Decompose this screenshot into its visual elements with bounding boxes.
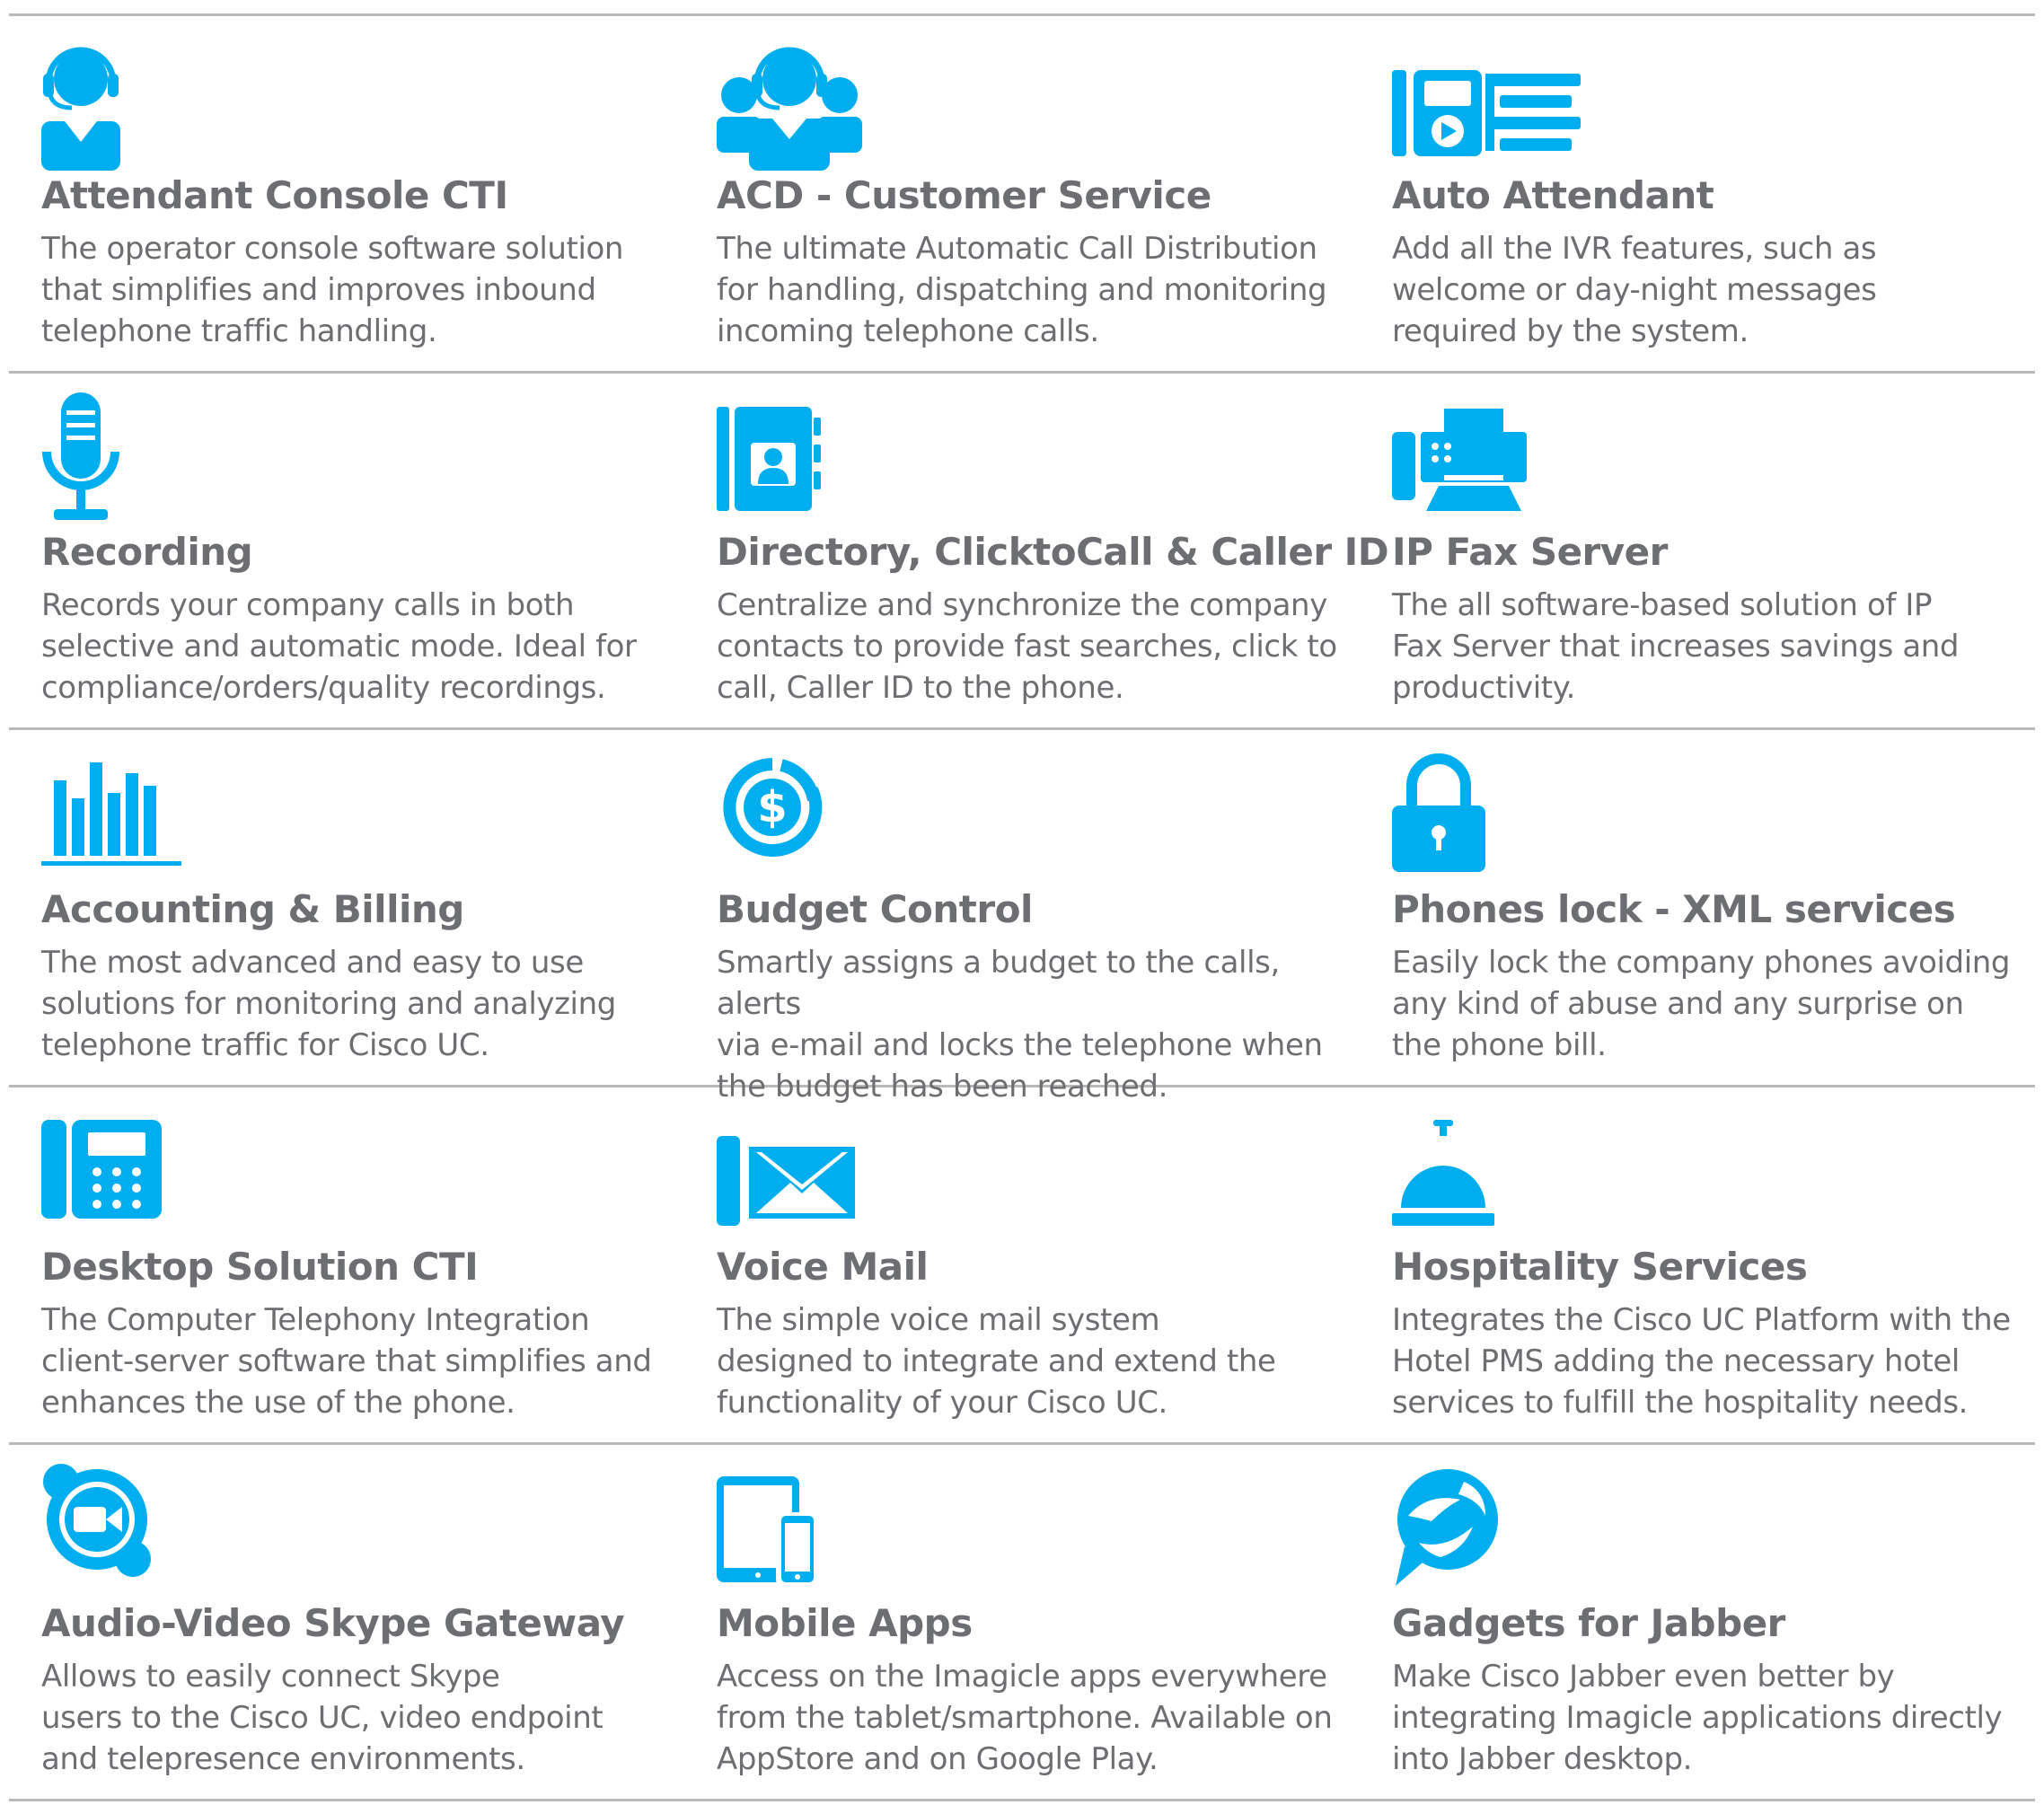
bar-chart-icon (41, 750, 257, 885)
feature-title: Voice Mail (717, 1245, 929, 1289)
skype-video-icon (41, 1464, 257, 1598)
description-line: Smartly assigns a budget to the calls, alerts (717, 945, 1280, 1022)
description-line: client-server software that simplifies and (41, 1343, 652, 1379)
microphone-icon (41, 392, 257, 527)
description-line: The ultimate Automatic Call Distribution (717, 231, 1317, 267)
feature-desktop-solution (41, 1107, 688, 1448)
description-line: Centralize and synchronize the company (717, 587, 1327, 623)
description-line: selective and automatic mode. Ideal for (41, 629, 637, 665)
feature-title: Accounting & Billing (41, 887, 464, 931)
svg-text:$: $ (757, 782, 788, 832)
feature-description (1392, 585, 2039, 709)
description-line: The most advanced and easy to use (41, 945, 584, 981)
feature-description (1392, 228, 2039, 352)
feature-title: Gadgets for Jabber (1392, 1601, 1785, 1645)
description-line: The all software-based solution of IP (1392, 587, 1933, 623)
description-line: the budget has been reached. (717, 1069, 1167, 1105)
feature-directory (717, 392, 1389, 734)
description-line: telephone traffic handling. (41, 313, 437, 349)
description-line: services to fulfill the hospitality needs. (1392, 1385, 1969, 1421)
feature-description (717, 585, 1363, 709)
description-line: integrating Imagicle applications directly (1392, 1700, 2003, 1736)
divider (9, 13, 2035, 16)
jabber-bubble-icon (1392, 1464, 1608, 1598)
description-line: Records your company calls in both (41, 587, 575, 623)
description-line: telephone traffic for Cisco UC. (41, 1027, 489, 1063)
description-line: The operator console software solution (41, 231, 624, 267)
feature-title: Budget Control (717, 887, 1033, 931)
description-line: Easily lock the company phones avoiding (1392, 945, 2011, 981)
agent-group-icon (717, 36, 932, 171)
ivr-tree-icon (1392, 36, 1608, 171)
description-line: enhances the use of the phone. (41, 1385, 515, 1421)
padlock-icon (1392, 750, 1608, 885)
description-line: any kind of abuse and any surprise on (1392, 986, 1964, 1022)
feature-gadgets-jabber (1392, 1464, 2039, 1805)
feature-accounting-billing (41, 750, 688, 1091)
feature-attendant-console (41, 36, 688, 377)
feature-title: Auto Attendant (1392, 173, 1714, 217)
description-line: Allows to easily connect Skype (41, 1659, 500, 1695)
description-line: from the tablet/smartphone. Available on (717, 1700, 1333, 1736)
description-line: and telepresence environments. (41, 1741, 525, 1777)
description-line: required by the system. (1392, 313, 1749, 349)
feature-title: ACD - Customer Service (717, 173, 1211, 217)
description-line: The simple voice mail system (717, 1302, 1160, 1338)
description-line: call, Caller ID to the phone. (717, 670, 1124, 706)
feature-title: Hospitality Services (1392, 1245, 1808, 1289)
description-line: designed to integrate and extend the (717, 1343, 1276, 1379)
description-line: Access on the Imagicle apps everywhere (717, 1659, 1327, 1695)
feature-mobile-apps (717, 1464, 1363, 1805)
feature-title: Attendant Console CTI (41, 173, 508, 217)
feature-title: Phones lock - XML services (1392, 887, 1956, 931)
feature-title: Desktop Solution CTI (41, 1245, 479, 1289)
description-line: AppStore and on Google Play. (717, 1741, 1159, 1777)
feature-acd-customer-service (717, 36, 1363, 377)
feature-description (41, 942, 688, 1066)
feature-description (717, 1299, 1363, 1423)
description-line: contacts to provide fast searches, click to (717, 629, 1337, 665)
feature-description (717, 942, 1363, 1107)
feature-description (41, 1656, 688, 1780)
description-line: compliance/orders/quality recordings. (41, 670, 606, 706)
service-bell-icon (1392, 1107, 1608, 1242)
feature-description (1392, 1299, 2039, 1423)
description-line: that simplifies and improves inbound (41, 272, 596, 308)
feature-description (41, 585, 688, 709)
description-line: Add all the IVR features, such as (1392, 231, 1877, 267)
description-line: via e-mail and locks the telephone when (717, 1027, 1323, 1063)
address-book-icon (717, 392, 932, 527)
dollar-gauge-icon (717, 750, 932, 885)
description-line: for handling, dispatching and monitoring (717, 272, 1327, 308)
feature-recording (41, 392, 688, 734)
feature-description (1392, 1656, 2039, 1780)
voicemail-envelope-icon (717, 1107, 932, 1242)
feature-ip-fax-server (1392, 392, 2039, 734)
desk-phone-icon (41, 1107, 257, 1242)
feature-description (717, 228, 1363, 352)
feature-hospitality-services (1392, 1107, 2039, 1448)
description-line: Hotel PMS adding the necessary hotel (1392, 1343, 1960, 1379)
description-line: functionality of your Cisco UC. (717, 1385, 1167, 1421)
feature-title: Audio-Video Skype Gateway (41, 1601, 625, 1645)
description-line: The Computer Telephony Integration (41, 1302, 590, 1338)
description-line: solutions for monitoring and analyzing (41, 986, 616, 1022)
feature-voice-mail (717, 1107, 1363, 1448)
feature-description (41, 228, 688, 352)
description-line: welcome or day-night messages (1392, 272, 1877, 308)
feature-phones-lock (1392, 750, 2039, 1091)
feature-title: Directory, ClicktoCall & Caller ID (717, 530, 1389, 574)
description-line: productivity. (1392, 670, 1575, 706)
fax-machine-icon (1392, 392, 1608, 527)
description-line: Integrates the Cisco UC Platform with the (1392, 1302, 2011, 1338)
description-line: users to the Cisco UC, video endpoint (41, 1700, 604, 1736)
feature-title: Recording (41, 530, 253, 574)
feature-auto-attendant (1392, 36, 2039, 377)
feature-description (41, 1299, 688, 1423)
description-line: the phone bill. (1392, 1027, 1607, 1063)
description-line: Fax Server that increases savings and (1392, 629, 1960, 665)
feature-budget-control (717, 750, 1363, 1105)
description-line: Make Cisco Jabber even better by (1392, 1659, 1895, 1695)
description-line: into Jabber desktop. (1392, 1741, 1693, 1777)
description-line: incoming telephone calls. (717, 313, 1099, 349)
feature-title: IP Fax Server (1392, 530, 1668, 574)
feature-skype-gateway (41, 1464, 688, 1805)
tablet-smartphone-icon (717, 1464, 932, 1598)
feature-description (1392, 942, 2039, 1066)
feature-description (717, 1656, 1363, 1780)
headset-agent-icon (41, 36, 257, 171)
feature-title: Mobile Apps (717, 1601, 973, 1645)
